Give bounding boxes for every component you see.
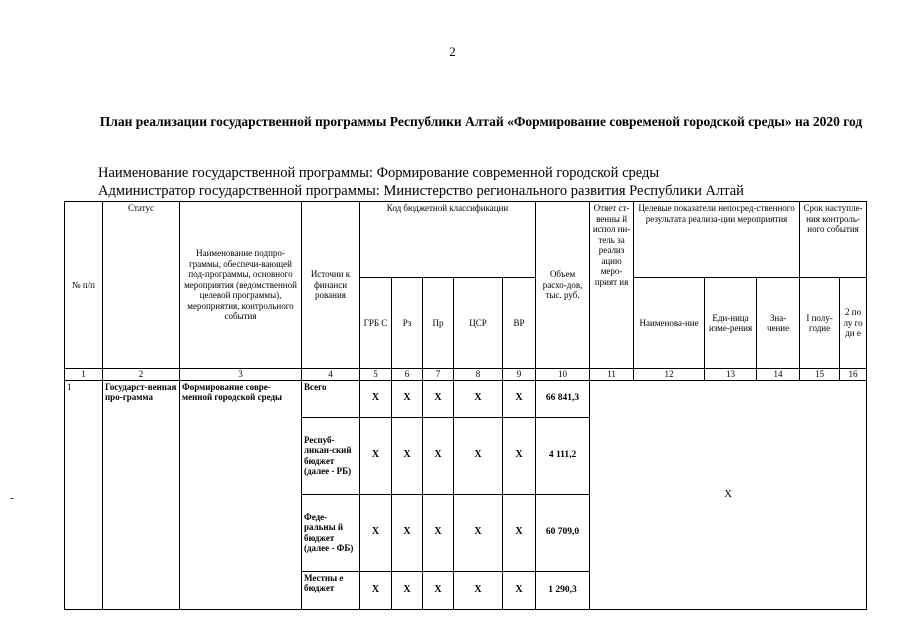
col-number: 10 — [536, 369, 590, 381]
col-number: 8 — [454, 369, 503, 381]
header-half1: I полу-годие — [800, 278, 840, 369]
row-name: Формирование совре-менной городской среды — [180, 380, 302, 609]
csr-cell: Х — [454, 380, 503, 417]
csr-cell: Х — [454, 494, 503, 571]
col-number: 6 — [392, 369, 423, 381]
volume-cell: 66 841,3 — [536, 380, 590, 417]
source-label: Феде-ральны й бюджет (далее - ФБ) — [302, 494, 360, 571]
pr-cell: Х — [423, 380, 454, 417]
table-row — [65, 380, 867, 417]
header-responsible: Ответ ст-венны й испол ни-тель за реализ ацию меро-прият ия — [590, 202, 634, 369]
source-label: Респуб-ликан-ский бюджет (далее - РБ) — [302, 417, 360, 494]
page-number: 2 — [449, 44, 456, 59]
volume-cell: 4 111,2 — [536, 417, 590, 494]
column-number-row — [65, 369, 867, 381]
margin-mark: - — [10, 492, 14, 504]
row-status: Государст-венная про-грамма — [103, 380, 180, 609]
col-number: 9 — [503, 369, 536, 381]
header-name: Наименование подпро-граммы, обеспечи-вающей под-программы, основного мероприятия (ведомственной целевой программы), мероприятия, контрольного события — [180, 202, 302, 369]
row-num: 1 — [65, 380, 103, 609]
header-grbs: ГРБ С — [360, 278, 392, 369]
header-deadline: Срок наступле-ния контроль-ного события — [800, 202, 867, 278]
header-status: Статус — [103, 202, 180, 369]
rz-cell: Х — [392, 571, 423, 609]
rz-cell: Х — [392, 417, 423, 494]
grbs-cell: Х — [360, 380, 392, 417]
header-rz: Рз — [392, 278, 423, 369]
volume-cell: 60 709,0 — [536, 494, 590, 571]
col-number: 1 — [65, 369, 103, 381]
col-number: 11 — [590, 369, 634, 381]
csr-cell: Х — [454, 571, 503, 609]
vr-cell: Х — [503, 417, 536, 494]
header-unit: Еди-ница изме-рения — [705, 278, 757, 369]
header-csr: ЦСР — [454, 278, 503, 369]
col-number: 2 — [103, 369, 180, 381]
col-number: 16 — [840, 369, 867, 381]
header-num: № п/п — [65, 202, 103, 369]
col-number: 4 — [302, 369, 360, 381]
vr-cell: Х — [503, 571, 536, 609]
source-label: Всего — [302, 380, 360, 417]
pr-cell: Х — [423, 494, 454, 571]
vr-cell: Х — [503, 494, 536, 571]
grbs-cell: Х — [360, 494, 392, 571]
rz-cell: Х — [392, 494, 423, 571]
merged-x-cell: Х — [590, 380, 867, 609]
document-title: План реализации государственной программы Республики Алтай «Формирование современой городской среды» на 2020 год — [99, 114, 863, 129]
col-number: 14 — [757, 369, 800, 381]
grbs-cell: Х — [360, 417, 392, 494]
header-target-name: Наименова-ние — [634, 278, 705, 369]
header-targets: Целевые показатели непосред-ственного результата реализа-ции мероприятия — [634, 202, 800, 278]
pr-cell: Х — [423, 417, 454, 494]
administrator-line: Администратор государственной программы: Министерство регионального развития Республики Алтай — [98, 183, 744, 199]
volume-cell: 1 290,3 — [536, 571, 590, 609]
col-number: 5 — [360, 369, 392, 381]
source-label: Местны е бюджет — [302, 571, 360, 609]
csr-cell: Х — [454, 417, 503, 494]
grbs-cell: Х — [360, 571, 392, 609]
header-pr: Пр — [423, 278, 454, 369]
header-vr: ВР — [503, 278, 536, 369]
header-source: Источни к финанси рования — [302, 202, 360, 369]
col-number: 7 — [423, 369, 454, 381]
col-number: 13 — [705, 369, 757, 381]
header-volume: Объем расхо-дов, тыс. руб. — [536, 202, 590, 369]
implementation-plan-table — [64, 201, 867, 610]
col-number: 12 — [634, 369, 705, 381]
header-half2: 2 по лу го ди е — [840, 278, 867, 369]
pr-cell: Х — [423, 571, 454, 609]
header-budget-code: Код бюджетной классификации — [360, 202, 536, 278]
rz-cell: Х — [392, 380, 423, 417]
program-name-line: Наименование государственной программы: Формирование современной городской среды — [98, 165, 660, 181]
col-number: 15 — [800, 369, 840, 381]
header-value: Зна-чение — [757, 278, 800, 369]
col-number: 3 — [180, 369, 302, 381]
vr-cell: Х — [503, 380, 536, 417]
